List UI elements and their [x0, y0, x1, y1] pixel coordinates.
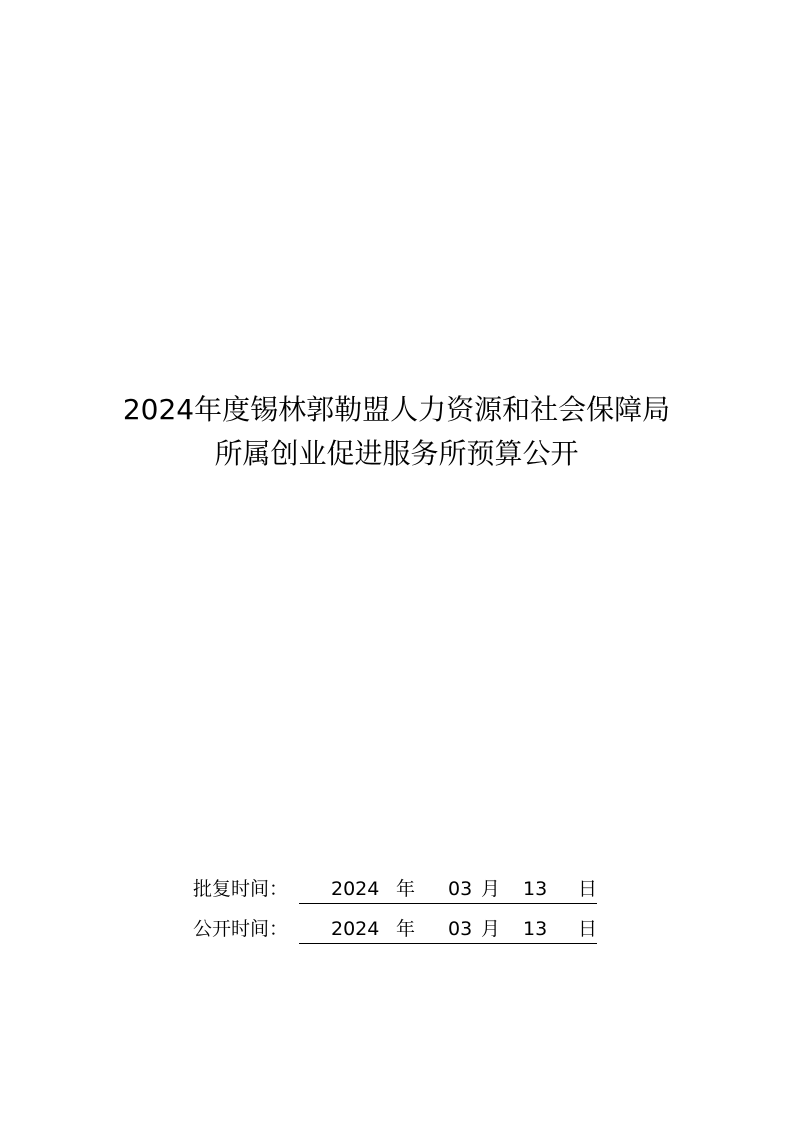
publication-month: 03: [448, 918, 473, 940]
title-line-1: 2024年度锡林郭勒盟人力资源和社会保障局: [122, 393, 671, 426]
approval-day-unit: 日: [578, 878, 598, 900]
approval-month: 03: [448, 878, 473, 900]
publication-month-unit: 月: [481, 918, 501, 940]
publication-date-field: [299, 915, 597, 944]
publication-day: 13: [523, 918, 548, 940]
approval-year: 2024: [331, 878, 380, 900]
approval-date-row: [193, 875, 613, 915]
document-title: [0, 388, 793, 476]
approval-month-unit: 月: [481, 878, 501, 900]
approval-day: 13: [523, 878, 548, 900]
publication-date-row: [193, 915, 613, 955]
approval-year-unit: 年: [396, 878, 416, 900]
approval-date-field: [299, 875, 597, 904]
approval-date-label: 批复时间：: [193, 878, 289, 900]
publication-date-label: 公开时间：: [193, 918, 289, 940]
publication-year-unit: 年: [396, 918, 416, 940]
title-line-2: 所属创业促进服务所预算公开: [214, 437, 579, 470]
publication-day-unit: 日: [578, 918, 598, 940]
date-block: [193, 875, 613, 955]
publication-year: 2024: [331, 918, 380, 940]
